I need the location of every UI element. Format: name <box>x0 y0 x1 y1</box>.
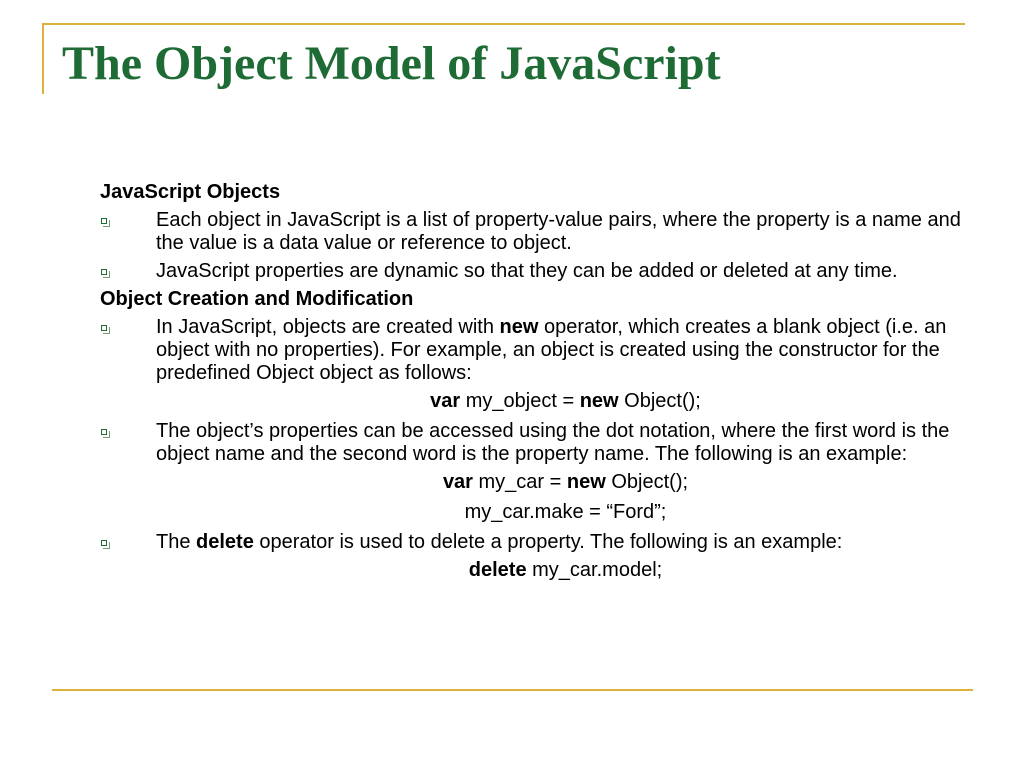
section-heading-creation: Object Creation and Modification <box>100 288 414 310</box>
bullet-text: Each object in JavaScript is a list of property-value pairs, where the property is a name and the value is a data value or reference to object. <box>156 209 961 254</box>
square-bullet-icon <box>101 218 107 224</box>
keyword-new: new <box>499 316 539 338</box>
section-heading-objects: JavaScript Objects <box>100 181 281 203</box>
code-line-set-make: my_car.make = “Ford”; <box>464 501 667 523</box>
code-line-delete-model <box>100 559 975 582</box>
square-bullet-icon <box>101 269 107 275</box>
square-bullet-icon <box>101 540 107 546</box>
slide-body <box>100 181 975 587</box>
keyword-delete: delete <box>468 559 527 581</box>
code-text: my_object = <box>460 390 580 412</box>
bullet-text-post: operator is used to delete a property. The following is an example: <box>253 531 843 553</box>
bullet-delete-operator <box>100 531 975 554</box>
bullet-text-pre: In JavaScript, objects are created with <box>156 316 500 338</box>
keyword-new: new <box>579 390 619 412</box>
code-text: Object(); <box>605 471 689 493</box>
bullet-text: The object’s properties can be accessed using the dot notation, where the first word is the object name and the second word is the property name. The following is an example: <box>156 420 950 465</box>
bullet-dot-notation <box>100 420 975 466</box>
bottom-rule <box>52 689 973 691</box>
bullet-text: JavaScript properties are dynamic so that they can be added or deleted at any time. <box>156 260 898 282</box>
keyword-new: new <box>566 471 606 493</box>
bullet-new-operator <box>100 316 975 385</box>
code-text: my_car = <box>472 471 567 493</box>
square-bullet-icon <box>101 325 107 331</box>
code-line-create-car <box>100 471 975 494</box>
left-rule <box>42 23 44 94</box>
bullet-text-pre: The <box>156 531 197 553</box>
square-bullet-icon <box>101 429 107 435</box>
top-rule <box>42 23 965 25</box>
code-text: Object(); <box>618 390 701 412</box>
slide-title: The Object Model of JavaScript <box>62 37 721 90</box>
keyword-delete: delete <box>196 531 254 553</box>
bullet-property-value-pairs <box>100 209 975 255</box>
code-line-create-object <box>100 390 975 413</box>
bullet-text-post: operator, which creates a blank object (i.e. an object with no properties). For example, an object is created using the constructor for the predefined Object object as follows: <box>156 316 947 384</box>
code-text: my_car.model; <box>526 559 663 581</box>
bullet-dynamic-properties <box>100 260 975 283</box>
keyword-var: var <box>442 471 473 493</box>
keyword-var: var <box>430 390 461 412</box>
